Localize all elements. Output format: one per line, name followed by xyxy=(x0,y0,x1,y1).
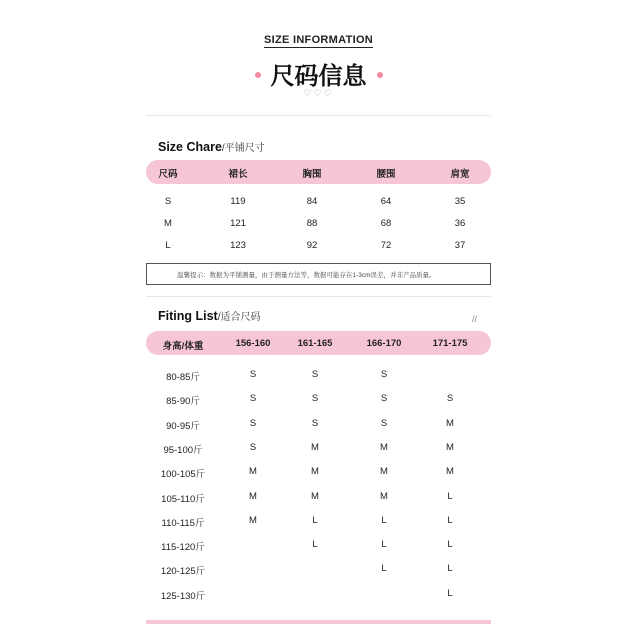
fitting-list-cell: M xyxy=(311,466,319,478)
size-chart-header-cell: 裙长 xyxy=(228,169,248,180)
fitting-list-cell: M xyxy=(249,466,257,478)
fitting-list-cell: S xyxy=(380,369,388,380)
fitting-list-cell: M xyxy=(311,441,319,453)
fitting-list-cell: 110-115斤 xyxy=(161,517,205,529)
fitting-list-cell: L xyxy=(381,539,387,551)
title-cn-row xyxy=(146,56,491,91)
size-chart-cell: 68 xyxy=(380,218,392,229)
divider-top xyxy=(146,115,491,116)
size-chart-cell: S xyxy=(164,196,172,207)
size-chart-cell: 37 xyxy=(454,240,466,251)
fitting-list-cell: S xyxy=(249,417,257,429)
fitting-list-cell: S xyxy=(249,441,257,453)
dot-left-icon xyxy=(255,72,261,78)
size-chart-cell: 88 xyxy=(306,218,318,229)
fitting-list-header-cell: 身高/体重 xyxy=(162,341,204,352)
fitting-list-cell: L xyxy=(447,514,453,526)
size-chart-cell: 121 xyxy=(230,218,246,229)
fitting-list-cell: 105-110斤 xyxy=(161,493,205,505)
fitting-list-cell: S xyxy=(249,393,257,405)
size-chart-header-cell: 胸围 xyxy=(302,169,322,180)
fitting-list-cell: M xyxy=(380,441,388,453)
size-chart-cell: 36 xyxy=(454,218,466,229)
fitting-list-cell: M xyxy=(249,514,257,526)
size-chart-cell: 84 xyxy=(306,196,318,207)
slash-decoration: // xyxy=(472,314,478,324)
fitting-list-cell: S xyxy=(380,417,388,429)
title-cn: 尺码信息 xyxy=(270,62,367,90)
fitting-list-cell: M xyxy=(446,441,454,453)
fitting-list-cell: M xyxy=(446,466,454,478)
fitting-list-cell: M xyxy=(446,417,454,429)
size-chart-cell: 92 xyxy=(306,240,318,251)
hearts-icon: ♡♡♡ xyxy=(303,88,334,98)
fitting-list-header-cell: 161-165 xyxy=(297,338,333,349)
fitting-list-header-cell: 166-170 xyxy=(366,338,402,349)
size-chart-cell: 123 xyxy=(230,240,246,251)
divider-middle xyxy=(146,296,491,297)
fitting-list-title: Fiting List/适合尺码 xyxy=(158,309,261,323)
fitting-list-cell: M xyxy=(249,490,257,502)
fitting-list-cell: L xyxy=(447,563,453,575)
fitting-list-cell: L xyxy=(447,490,453,502)
fitting-list-header-cell: 156-160 xyxy=(235,338,271,349)
fitting-list-cell: 125-130斤 xyxy=(160,590,206,602)
fitting-list-cell: 85-90斤 xyxy=(166,396,200,408)
fitting-list-cell: M xyxy=(380,466,388,478)
bottom-band xyxy=(146,620,491,624)
fitting-list-cell: S xyxy=(446,393,454,405)
fitting-list-cell: 90-95斤 xyxy=(166,420,200,432)
fitting-list-cell: S xyxy=(249,369,257,380)
fitting-list-cell: 80-85斤 xyxy=(166,372,200,383)
size-chart-cell: L xyxy=(165,240,171,251)
fitting-list-cell: M xyxy=(380,490,388,502)
fitting-list-cell: 115-120斤 xyxy=(161,542,205,554)
fitting-list-header-cell: 171-175 xyxy=(432,338,468,349)
fitting-list-cell: L xyxy=(312,514,318,526)
fitting-list-cell: 120-125斤 xyxy=(160,566,206,578)
size-chart-header-cell: 腰围 xyxy=(376,169,396,180)
size-chart-cell: 35 xyxy=(454,196,466,207)
size-chart-header-cell: 尺码 xyxy=(158,169,178,180)
measurement-note: 温馨提示：数据为平铺测量，由于测量方法等，数据可能存在1-3cm误差，并非产品质量。 xyxy=(146,263,491,285)
fitting-list-cell: S xyxy=(311,369,319,380)
size-chart-title: Size Chare/平铺尺寸 xyxy=(158,140,265,154)
fitting-list-cell: 100-105斤 xyxy=(160,469,206,481)
size-info-page xyxy=(146,0,491,640)
fitting-list-cell: 95-100斤 xyxy=(163,444,203,456)
fitting-list-cell: L xyxy=(447,587,453,599)
fitting-list-cell: L xyxy=(447,539,453,551)
fitting-list-cell: S xyxy=(311,393,319,405)
fitting-list-cell: L xyxy=(312,539,318,551)
size-chart-cell: 64 xyxy=(380,196,392,207)
fitting-list-cell: L xyxy=(381,514,387,526)
dot-right-icon xyxy=(377,72,383,78)
size-chart-cell: 72 xyxy=(380,240,392,251)
fitting-list-cell: M xyxy=(311,490,319,502)
fitting-list-cell: S xyxy=(380,393,388,405)
fitting-list-cell: L xyxy=(381,563,387,575)
size-chart-cell: 119 xyxy=(230,196,246,207)
title-en: SIZE INFORMATION xyxy=(263,34,374,46)
size-chart-header-cell: 肩宽 xyxy=(450,169,470,180)
size-chart-cell: M xyxy=(164,218,172,229)
fitting-list-cell: S xyxy=(311,417,319,429)
